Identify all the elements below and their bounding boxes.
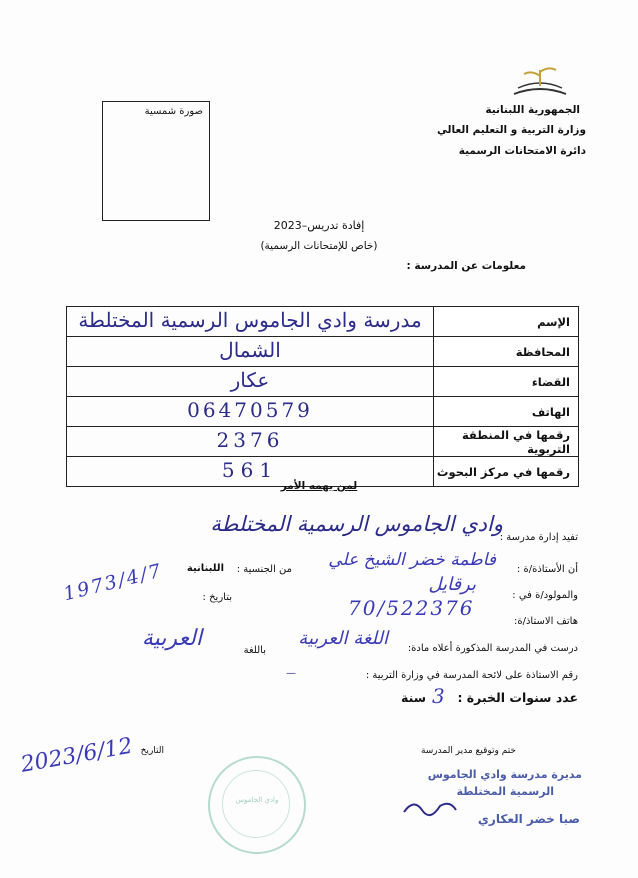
photo-label: صورة شمسية	[144, 106, 203, 117]
birth-date-value: 1973/4/7	[61, 559, 165, 606]
table-row	[67, 307, 579, 337]
date-label: بتاريخ :	[202, 592, 232, 603]
department-heading: دائرة الامتحانات الرسمية	[458, 145, 586, 157]
director-stamp-line2: الرسمية المختلطة	[456, 785, 554, 798]
experience-value: 3	[432, 684, 445, 708]
photo-box	[102, 101, 210, 221]
table-row	[67, 397, 579, 427]
region-number-label: رقمها في المنطقة التربوية	[434, 427, 579, 457]
born-in-label: والمولود/ة في :	[512, 590, 578, 601]
language-label: باللغة	[243, 645, 266, 656]
ministry-logo-icon	[510, 64, 570, 98]
document-subtitle: (خاص للإمتحانات الرسمية)	[260, 240, 378, 252]
school-name-value: مدرسة وادي الجاموس الرسمية المختلطة	[78, 308, 422, 332]
district-value: عكار	[230, 368, 270, 392]
teacher-label: أن الأستاذة/ة :	[516, 564, 578, 575]
director-stamp-line3: صبا خضر العكاري	[477, 812, 580, 826]
school-info-table	[66, 306, 579, 487]
phone-label: الهاتف	[434, 397, 579, 427]
research-number-value: 561	[221, 458, 279, 482]
nationality-value: اللبنانية	[186, 563, 224, 574]
round-stamp-inner	[222, 770, 290, 838]
round-stamp-text: وادي الجاموس	[235, 796, 279, 804]
region-number-value: 2376	[216, 428, 284, 452]
phone-value: 06470579	[187, 398, 313, 422]
language-value: العربية	[141, 626, 202, 651]
school-admin-value: وادي الجاموس الرسمية المختلطة	[210, 512, 503, 536]
governorate-label: المحافظة	[434, 337, 579, 367]
director-stamp-line1: مديرة مدرسة وادي الجاموس	[427, 768, 582, 781]
teacher-phone-label: هاتف الاستاذ/ة:	[514, 616, 578, 627]
taught-subject-value: اللغة العربية	[298, 628, 388, 649]
to-whom-heading: لمن يهمه الأمر	[280, 480, 358, 492]
table-row	[67, 427, 579, 457]
nationality-label: من الجنسية :	[236, 564, 292, 575]
document-title: إفادة تدريس–2023	[273, 219, 365, 232]
born-in-value: برقايل	[428, 574, 476, 595]
register-value: —	[286, 668, 296, 679]
taught-subject-label: درست في المدرسة المذكورة أعلاه مادة:	[407, 643, 578, 654]
experience-label: عدد سنوات الخبرة :	[457, 690, 578, 705]
register-label: رقم الاستاذة على لائحة المدرسة في وزارة التربية :	[365, 670, 578, 681]
signature-label: ختم وتوقيع مدير المدرسة	[420, 746, 516, 756]
governorate-value: الشمال	[219, 338, 281, 362]
experience-unit: سنة	[401, 690, 426, 705]
school-name-label: الإسم	[434, 307, 579, 337]
teacher-value: فاطمة خضر الشيخ علي	[328, 550, 496, 570]
footer-date-label: التاريخ	[140, 746, 164, 756]
footer-date-value: 2023/6/12	[18, 733, 135, 778]
school-info-heading: معلومات عن المدرسة :	[406, 260, 526, 272]
table-row	[67, 337, 579, 367]
round-stamp	[208, 756, 306, 854]
ministry-heading: وزارة التربية و التعليم العالي	[436, 124, 586, 136]
research-number-label: رقمها في مركز البحوث	[434, 457, 579, 487]
district-label: القضاء	[434, 367, 579, 397]
republic-heading: الجمهورية اللبنانية	[485, 104, 580, 116]
school-admin-label: تفيد إدارة مدرسة :	[499, 532, 578, 543]
teacher-phone-value: 70/522376	[348, 596, 475, 620]
table-row	[67, 367, 579, 397]
